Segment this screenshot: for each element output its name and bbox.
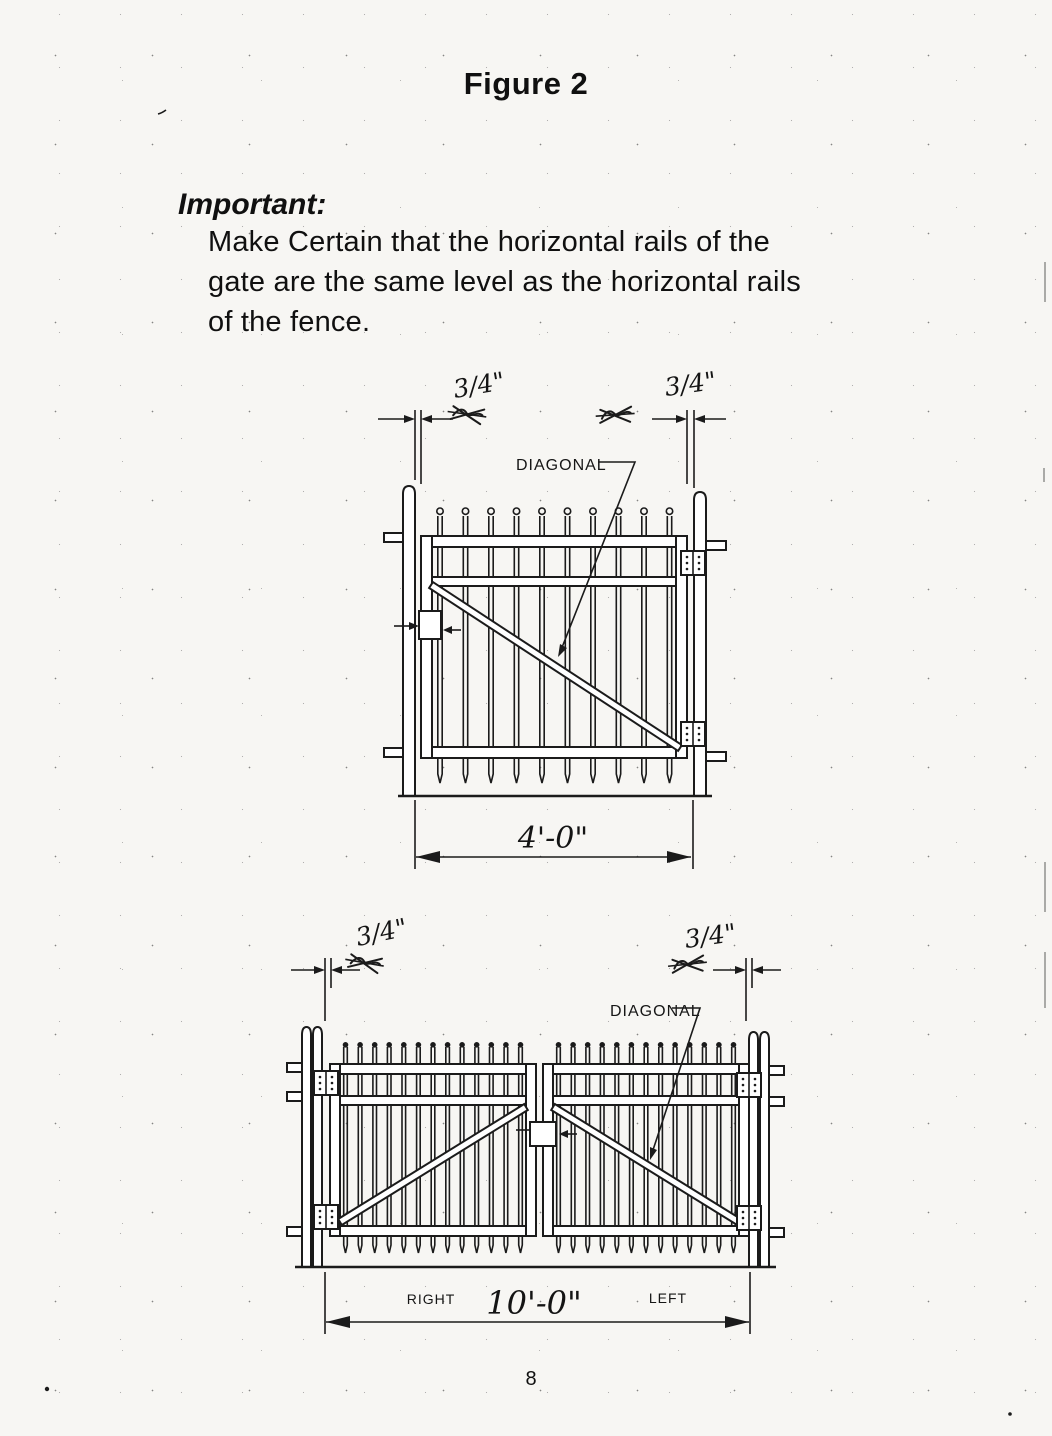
picket [462, 508, 468, 783]
double-gate-gap-dimension-left [291, 913, 410, 1021]
leaf-right-label: RIGHT [406, 1291, 456, 1307]
note-line: gate are the same level as the horizontal rails [208, 266, 801, 298]
double-gate-diagonal-callout [610, 1003, 701, 1160]
single-gate-gap-dimension-right [595, 366, 726, 488]
single-gate-diagonal-callout [516, 457, 635, 657]
double-gate-width-dimension [325, 1272, 750, 1334]
strikethrough-scribble [447, 405, 488, 425]
gap-dimension-label: 3/4" [682, 918, 739, 954]
important-heading: Important: [178, 188, 327, 221]
gap-dimension-label: 3/4" [353, 912, 410, 952]
single-gate-left-post [403, 486, 415, 797]
single-gate-drawing [378, 366, 726, 869]
double-gate-drawing [287, 913, 784, 1334]
hinge-icon [681, 722, 705, 746]
strikethrough-scribble [667, 955, 707, 974]
strikethrough-scribble [595, 406, 635, 424]
double-gate-left-diagonal-brace [338, 1104, 528, 1225]
picket [641, 508, 647, 783]
leader-line [561, 462, 635, 650]
width-dimension-label: 10'-0" [486, 1284, 582, 1322]
picket [539, 508, 545, 783]
picket [488, 508, 494, 783]
note-line: Make Certain that the horizontal rails of the [208, 226, 770, 258]
single-gate-width-dimension [415, 800, 693, 869]
hinge-icon [314, 1205, 338, 1229]
picket [615, 508, 621, 783]
picket [590, 508, 596, 783]
page-number: 8 [525, 1368, 537, 1390]
double-gate-left-posts [302, 1027, 322, 1267]
picket [437, 508, 443, 783]
figure-title: Figure 2 [463, 66, 589, 101]
leaf-left-label: LEFT [648, 1290, 688, 1306]
single-gate-right-post [694, 492, 706, 797]
note-line: of the fence. [208, 306, 371, 338]
width-dimension-label: 4'-0" [517, 821, 589, 856]
double-gate-right-posts [749, 1032, 769, 1267]
picket [564, 508, 570, 783]
single-gate-gap-dimension-left [378, 366, 507, 484]
hinge-icon [737, 1073, 761, 1097]
hinge-icon [314, 1071, 338, 1095]
hinge-icon [737, 1206, 761, 1230]
diagonal-label: DIAGONAL [516, 457, 607, 474]
double-gate-right-diagonal-brace [551, 1104, 741, 1225]
gap-dimension-label: 3/4" [662, 366, 719, 402]
single-gate-fence-stubs [384, 533, 726, 761]
leader-arrowhead [650, 1147, 657, 1160]
hinge-icon [681, 551, 705, 575]
single-gate-pickets [437, 508, 673, 783]
diagonal-label: DIAGONAL [610, 1003, 701, 1020]
gap-dimension-label: 3/4" [451, 366, 507, 404]
